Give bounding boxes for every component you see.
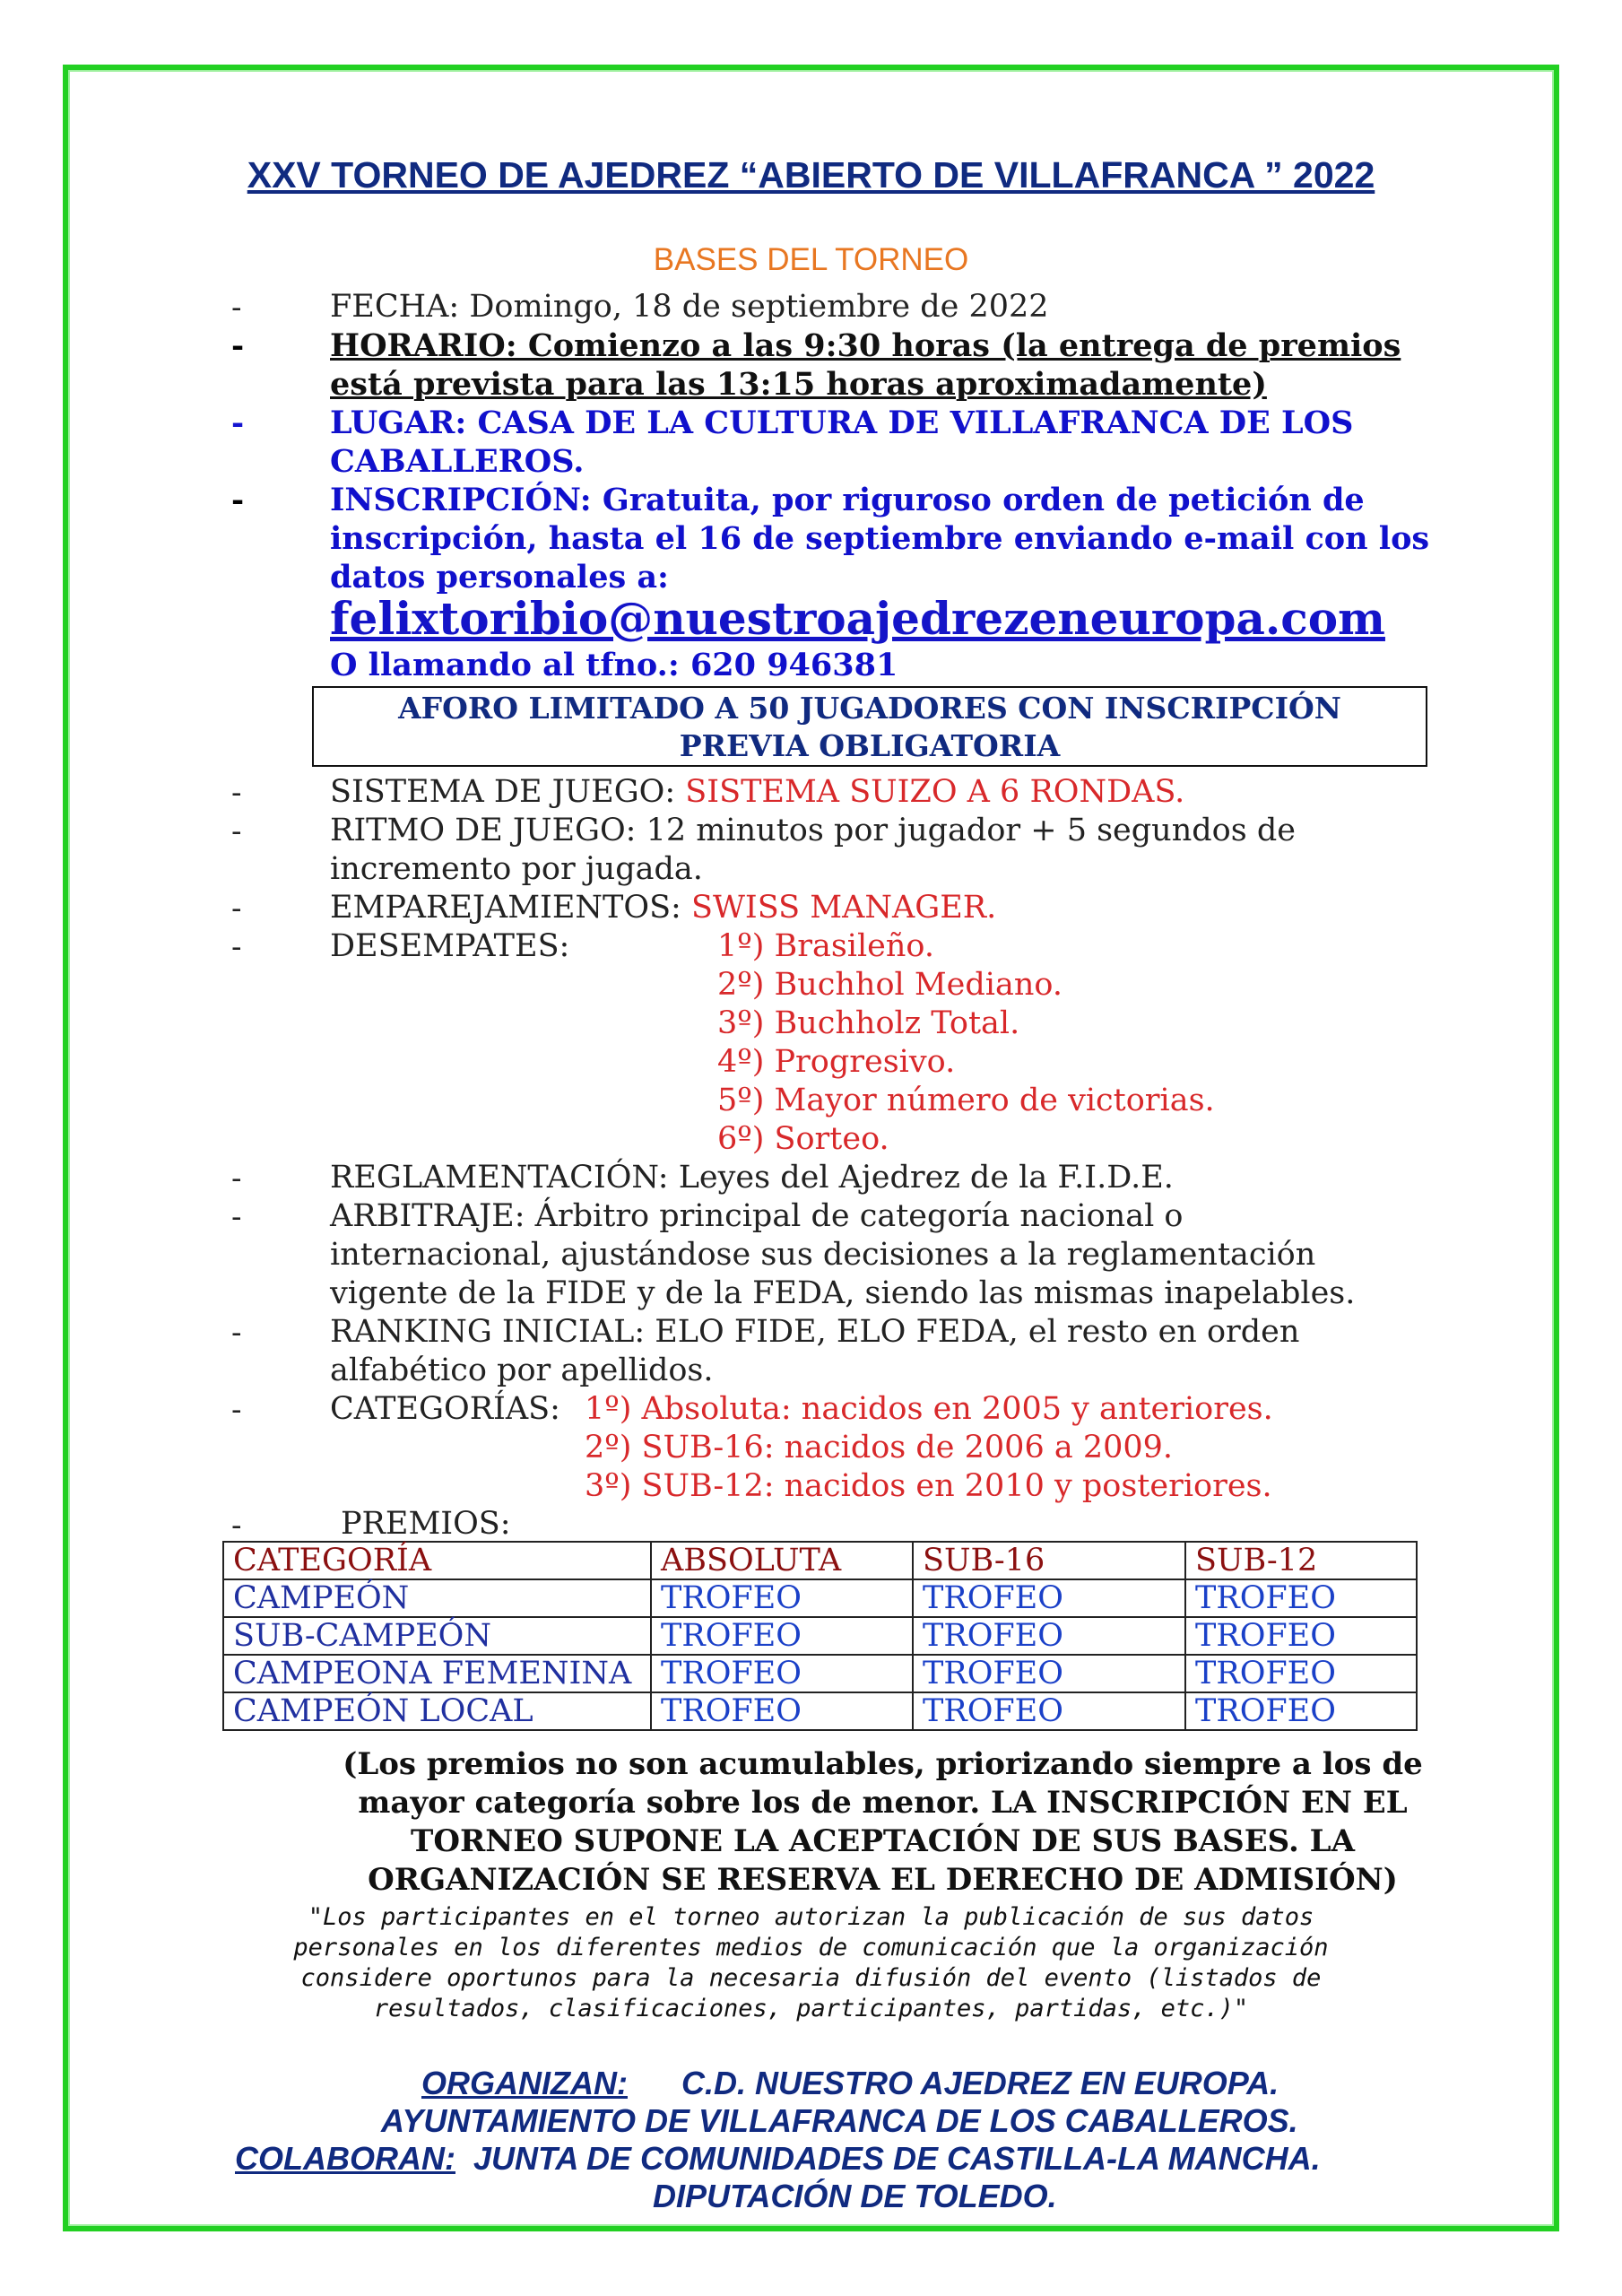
inscripcion-line-2: inscripción, hasta el 16 de septiembre enviando e-mail con los: [330, 520, 1430, 557]
aforo-line-1: AFORO LIMITADO A 50 JUGADORES CON INSCRIPCIÓN: [398, 691, 1341, 726]
ritmo-line-1: RITMO DE JUEGO: 12 minutos por jugador + 5 segundos de: [330, 813, 1296, 848]
categoria-item: 1º) Absoluta: nacidos en 2005 y anteriores.: [585, 1391, 1273, 1427]
colaboran-line-1: JUNTA DE COMUNIDADES DE CASTILLA-LA MANCHA.: [473, 2140, 1321, 2177]
ranking-line-1: RANKING INICIAL: ELO FIDE, ELO FEDA, el resto en orden: [330, 1314, 1300, 1350]
bullet-dash: -: [231, 1199, 242, 1235]
bullet-dash: -: [231, 290, 242, 326]
bullet-dash: -: [231, 1392, 242, 1428]
lugar-line-1: LUGAR: CASA DE LA CULTURA DE VILLAFRANCA DE LOS: [330, 404, 1354, 441]
organizan-line-1: C.D. NUESTRO AJEDREZ EN EUROPA.: [681, 2065, 1279, 2101]
table-cell: TROFEO: [913, 1617, 1185, 1655]
sistema-label: SISTEMA DE JUEGO:: [330, 774, 686, 810]
table-row: [223, 1579, 1417, 1617]
bullet-dash: -: [231, 1315, 242, 1351]
desempate-item: 6º) Sorteo.: [717, 1121, 889, 1157]
horario-line-2: está prevista para las 13:15 horas aproximadamente): [330, 366, 1267, 403]
bullet-dash: -: [231, 1508, 242, 1544]
lugar-line-2: CABALLEROS.: [330, 443, 585, 480]
colaboran-line-2: DIPUTACIÓN DE TOLEDO.: [653, 2178, 1057, 2214]
table-cell: TROFEO: [651, 1617, 913, 1655]
table-row: [223, 1655, 1417, 1692]
bullet-dash: -: [231, 1161, 242, 1196]
emparejamientos-item: [330, 889, 996, 927]
desempate-item: 3º) Buchholz Total.: [717, 1005, 1020, 1041]
bullet-dash: -: [231, 891, 242, 926]
table-row: [223, 1617, 1417, 1655]
desempate-item: 4º) Progresivo.: [717, 1044, 956, 1080]
emparejamientos-value: SWISS MANAGER.: [690, 890, 997, 926]
ranking-line-2: alfabético por apellidos.: [330, 1352, 714, 1388]
bullet-dash: -: [231, 328, 245, 364]
table-header-cell: SUB-16: [913, 1542, 1185, 1579]
premios-note-line-1: (Los premios no son acumulables, priorizando siempre a los de: [343, 1746, 1423, 1782]
table-cell: TROFEO: [1185, 1579, 1417, 1617]
inscripcion-line-3: datos personales a:: [330, 559, 669, 596]
table-cell-category: SUB-CAMPEÓN: [223, 1617, 651, 1655]
organizan-label: ORGANIZAN:: [421, 2065, 628, 2101]
ritmo-line-2: incremento por jugada.: [330, 851, 703, 887]
table-row: [223, 1692, 1417, 1730]
premios-table: [222, 1541, 1418, 1731]
page-subtitle: BASES DEL TORNEO: [653, 242, 969, 277]
contact-email-link[interactable]: felixtoribio@nuestroajedrezeneuropa.com: [330, 592, 1385, 645]
arbitraje-line-2: internacional, ajustándose sus decisiones a la reglamentación: [330, 1237, 1316, 1273]
desempate-item: 2º) Buchhol Mediano.: [717, 967, 1063, 1003]
table-header-cell: ABSOLUTA: [651, 1542, 913, 1579]
table-cell: TROFEO: [1185, 1655, 1417, 1692]
emparejamientos-label: EMPAREJAMIENTOS:: [330, 890, 691, 926]
page-title: XXV TORNEO DE AJEDREZ “ABIERTO DE VILLAFRANCA ” 2022: [247, 154, 1375, 196]
categoria-item: 2º) SUB-16: nacidos de 2006 a 2009.: [585, 1430, 1174, 1465]
bullet-dash: -: [231, 483, 245, 518]
table-cell-category: CAMPEONA FEMENINA: [223, 1655, 651, 1692]
aforo-line-2: PREVIA OBLIGATORIA: [679, 728, 1061, 763]
table-cell: TROFEO: [913, 1579, 1185, 1617]
privacy-quote-line-2: personales en los diferentes medios de comunicación que la organización: [293, 1934, 1329, 1961]
arbitraje-line-3: vigente de la FIDE y de la FEDA, siendo las mismas inapelables.: [330, 1275, 1356, 1311]
table-cell: TROFEO: [1185, 1692, 1417, 1730]
categoria-item: 3º) SUB-12: nacidos en 2010 y posteriores.: [585, 1468, 1272, 1504]
premios-label: PREMIOS:: [341, 1506, 511, 1542]
sistema-value: SISTEMA SUIZO A 6 RONDAS.: [685, 774, 1185, 810]
categorias-label: CATEGORÍAS:: [330, 1391, 560, 1427]
desempate-item: 5º) Mayor número de victorias.: [717, 1083, 1215, 1118]
table-cell: TROFEO: [651, 1692, 913, 1730]
table-header-row: [223, 1542, 1417, 1579]
colaboran-label: COLABORAN:: [235, 2140, 455, 2177]
inscripcion-line-1: INSCRIPCIÓN: Gratuita, por riguroso orden de petición de: [330, 482, 1365, 518]
sistema-item: [330, 773, 1184, 812]
desempate-item: 1º) Brasileño.: [717, 928, 935, 964]
table-cell-category: CAMPEÓN LOCAL: [223, 1692, 651, 1730]
premios-note-line-2: mayor categoría sobre los de menor. LA INSCRIPCIÓN EN EL: [358, 1785, 1408, 1821]
table-cell: TROFEO: [1185, 1617, 1417, 1655]
table-cell-category: CAMPEÓN: [223, 1579, 651, 1617]
bullet-dash: -: [231, 813, 242, 849]
bullet-dash: -: [231, 775, 242, 811]
privacy-quote-line-1: "Los participantes en el torneo autorizan la publicación de sus datos: [308, 1903, 1314, 1931]
reglamentacion-text: REGLAMENTACIÓN: Leyes del Ajedrez de la F.I.D.E.: [330, 1160, 1174, 1196]
fecha-text: FECHA: Domingo, 18 de septiembre de 2022: [330, 289, 1049, 325]
bullet-dash: -: [231, 929, 242, 965]
table-header-cell: CATEGORÍA: [223, 1542, 651, 1579]
arbitraje-line-1: ARBITRAJE: Árbitro principal de categoría nacional o: [330, 1198, 1184, 1234]
table-cell: TROFEO: [651, 1579, 913, 1617]
privacy-quote-line-3: considere oportunos para la necesaria difusión del evento (listados de: [300, 1964, 1322, 1992]
privacy-quote-line-4: resultados, clasificaciones, participantes, partidas, etc.)": [373, 1995, 1249, 2022]
table-cell: TROFEO: [913, 1692, 1185, 1730]
premios-note-line-3: TORNEO SUPONE LA ACEPTACIÓN DE SUS BASES. LA: [411, 1823, 1355, 1859]
contact-phone: O llamando al tfno.: 620 946381: [330, 647, 898, 683]
desempates-label: DESEMPATES:: [330, 928, 570, 964]
premios-note-line-4: ORGANIZACIÓN SE RESERVA EL DERECHO DE ADMISIÓN): [368, 1862, 1398, 1898]
organizan-line-2: AYUNTAMIENTO DE VILLAFRANCA DE LOS CABALLEROS.: [381, 2102, 1298, 2139]
bullet-dash: -: [231, 405, 245, 441]
table-cell: TROFEO: [913, 1655, 1185, 1692]
table-header-cell: SUB-12: [1185, 1542, 1417, 1579]
aforo-notice-box: [312, 686, 1427, 767]
horario-line-1: HORARIO: Comienzo a las 9:30 horas (la entrega de premios: [330, 327, 1401, 364]
table-cell: TROFEO: [651, 1655, 913, 1692]
